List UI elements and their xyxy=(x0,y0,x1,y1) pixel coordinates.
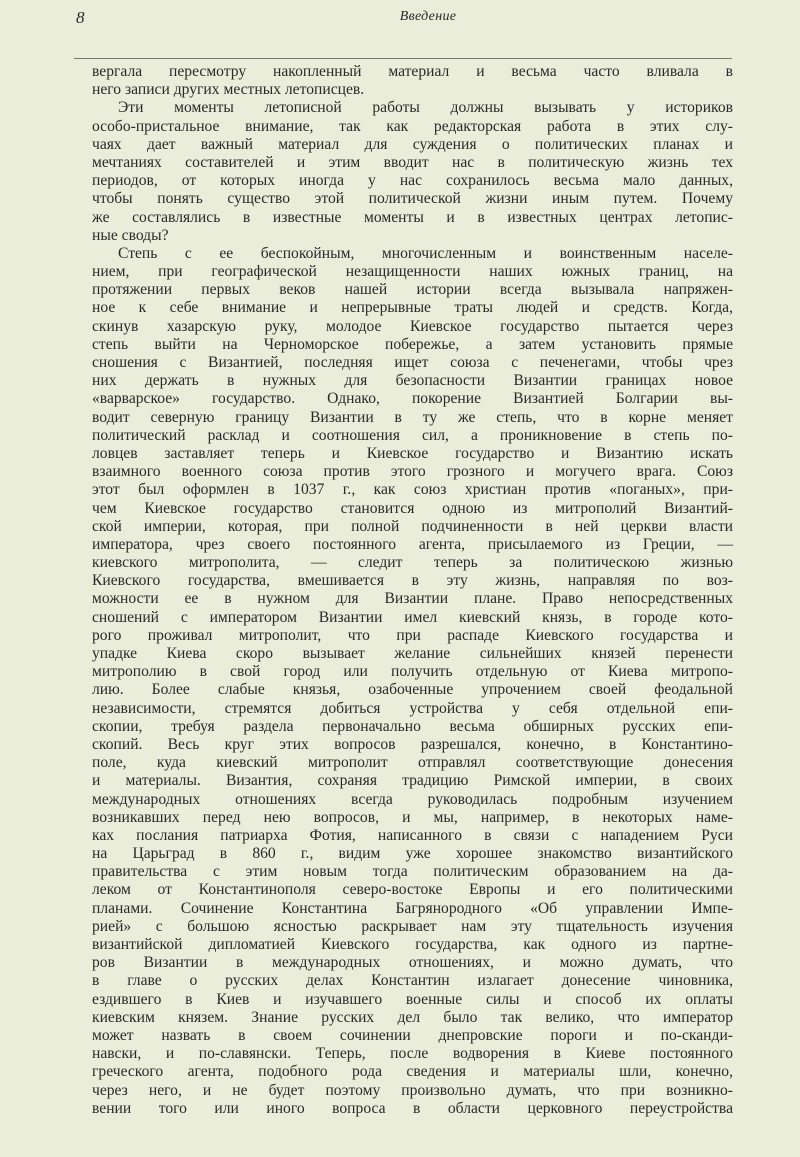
text-line: ездившего в Киев и изучавшего военные силы и способ их оплаты xyxy=(92,990,733,1008)
text-line: ное к себе внимание и непрерывные траты людей и средств. Когда, xyxy=(92,299,733,317)
text-line: мечтаниях составителей и этим вводит нас в политическую жизнь тех xyxy=(92,153,733,171)
text-line: ской империи, которая, при полной подчиненности в ней церкви власти xyxy=(92,517,733,535)
text-line: периодов, от которых иногда у нас сохранилось весьма мало данных, xyxy=(92,172,733,190)
text-line: лию. Более слабые князья, озабоченные упрочением своей феодальной xyxy=(92,681,733,699)
text-line: взаимного военного союза против этого грозного и могучего врага. Союз xyxy=(92,463,733,481)
text-line: вении того или иного вопроса в области церковного переустройства xyxy=(92,1099,733,1117)
text-line: этот был оформлен в 1037 г., как союз христиан против «поганых», при- xyxy=(92,481,733,499)
page-number: 8 xyxy=(76,8,85,27)
text-line: чем Киевское государство становится одною из митрополий Византий- xyxy=(92,499,733,517)
text-line: же составлялись в известные моменты и в известных центрах летопис- xyxy=(92,208,733,226)
text-line: рого проживал митрополит, что при распаде Киевского государства и xyxy=(92,626,733,644)
text-line: митрополию в свой город или получить отдельную от Киева митропо- xyxy=(92,663,733,681)
text-line: может назвать в своем сочинении днепровские пороги и по-сканди- xyxy=(92,1026,733,1044)
paragraph xyxy=(92,245,733,1118)
running-title: Введение xyxy=(399,9,457,24)
paragraph xyxy=(92,99,733,245)
text-line: рией» с большою ясностью раскрывает нам эту тщательность изучения xyxy=(92,917,733,935)
text-line: ловцев заставляет теперь и Киевское государство и Византию искать xyxy=(92,444,733,462)
text-line: леком от Константинополя северо-востоке Европы и его политическими xyxy=(92,881,733,899)
text-line: и материалы. Византия, сохраняя традицию Римской империи, в своих xyxy=(92,772,733,790)
text-line: императора, чрез своего постоянного агента, присылаемого из Греции, — xyxy=(92,535,733,553)
text-line: водит северную границу Византии в ту же степь, что в корне меняет xyxy=(92,408,733,426)
text-line: Эти моменты летописной работы должны вызывать у историков xyxy=(118,99,733,117)
paragraph xyxy=(92,63,733,99)
text-line: можности ее в нужном для Византии плане. Право непосредственных xyxy=(92,590,733,608)
text-line: ров Византии в международных отношениях, и можно думать, что xyxy=(92,954,733,972)
text-line: них держать в нужных для безопасности Византии границах новое xyxy=(92,372,733,390)
text-line: политический расклад и соотношения сил, а проникновение в степь по- xyxy=(92,426,733,444)
text-line: киевским князем. Знание русских дел было так велико, что император xyxy=(92,1008,733,1026)
text-line: скопии, требуя раздела первоначально весьма обширных русских епи- xyxy=(92,717,733,735)
text-line: в главе о русских делах Константин излагает донесение чиновника, xyxy=(92,972,733,990)
text-line: чаях дает важный материал для суждения о политических планах и xyxy=(92,135,733,153)
page-body xyxy=(92,63,733,1118)
text-line: планами. Сочинение Константина Багрянородного «Об управлении Импе- xyxy=(92,899,733,917)
text-line: Киевского государства, вмешивается в эту жизнь, направляя по воз- xyxy=(92,572,733,590)
text-line: чтобы понять существо этой политической жизни иным путем. Почему xyxy=(92,190,733,208)
text-line: правительства с этим новым тогда политическим образованием на да- xyxy=(92,863,733,881)
text-line: нием, при географической незащищенности наших южных границ, на xyxy=(92,263,733,281)
text-line: навски, и по-славянски. Теперь, после водворения в Киеве постоянного xyxy=(92,1045,733,1063)
text-line: греческого агента, подобного рода сведения и материалы шли, конечно, xyxy=(92,1063,733,1081)
text-line: особо-пристальное внимание, так как редакторская работа в этих слу- xyxy=(92,117,733,135)
text-line: вергала пересмотру накопленный материал и весьма часто вливала в xyxy=(92,63,733,80)
text-line: византийской дипломатией Киевского государства, как одного из партне- xyxy=(92,936,733,953)
text-line: поле, куда киевский митрополит отправлял соответствующие донесения xyxy=(92,754,733,772)
text-line: независимости, стремятся добиться устройства у себя отдельной епи- xyxy=(92,699,733,717)
text-line: сношения с Византией, последняя ищет союза с печенегами, чтобы чрез xyxy=(92,354,733,371)
text-line: него записи других местных летописцев. xyxy=(92,81,365,99)
text-line: ные своды? xyxy=(92,226,169,244)
text-line: возникавших перед нею вопросов, и мы, например, в некоторых наме- xyxy=(92,808,733,826)
text-line: Степь с ее беспокойным, многочисленным и воинственным населе- xyxy=(118,244,733,262)
header-rule xyxy=(74,58,732,59)
text-line: международных отношениях всегда руководилась подробным изучением xyxy=(92,790,733,808)
text-line: степь выйти на Черноморское побережье, а затем установить прямые xyxy=(92,335,733,353)
text-line: «варварское» государство. Однако, покорение Византией Болгарии вы- xyxy=(92,390,733,408)
text-line: скинув хазарскую руку, молодое Киевское государство пытается через xyxy=(92,317,733,335)
text-line: сношений с императором Византии имел киевский князь, в городе кото- xyxy=(92,608,733,626)
text-line: ках послания патриарха Фотия, написанного в связи с нападением Руси xyxy=(92,826,733,844)
text-line: протяжении первых веков нашей истории всегда вызывала напряжен- xyxy=(92,281,733,299)
text-line: на Царьград в 860 г., видим уже хорошее знакомство византийского xyxy=(92,845,733,863)
text-line: через него, и не будет поэтому произвольно думать, что при возникно- xyxy=(92,1081,733,1099)
text-line: упадке Киева скоро вызывает желание сильнейших князей перенести xyxy=(92,645,733,662)
text-line: киевского митрополита, — следит теперь за политическою жизнью xyxy=(92,554,733,572)
text-line: скопий. Весь круг этих вопросов разрешался, конечно, в Константино- xyxy=(92,735,733,753)
